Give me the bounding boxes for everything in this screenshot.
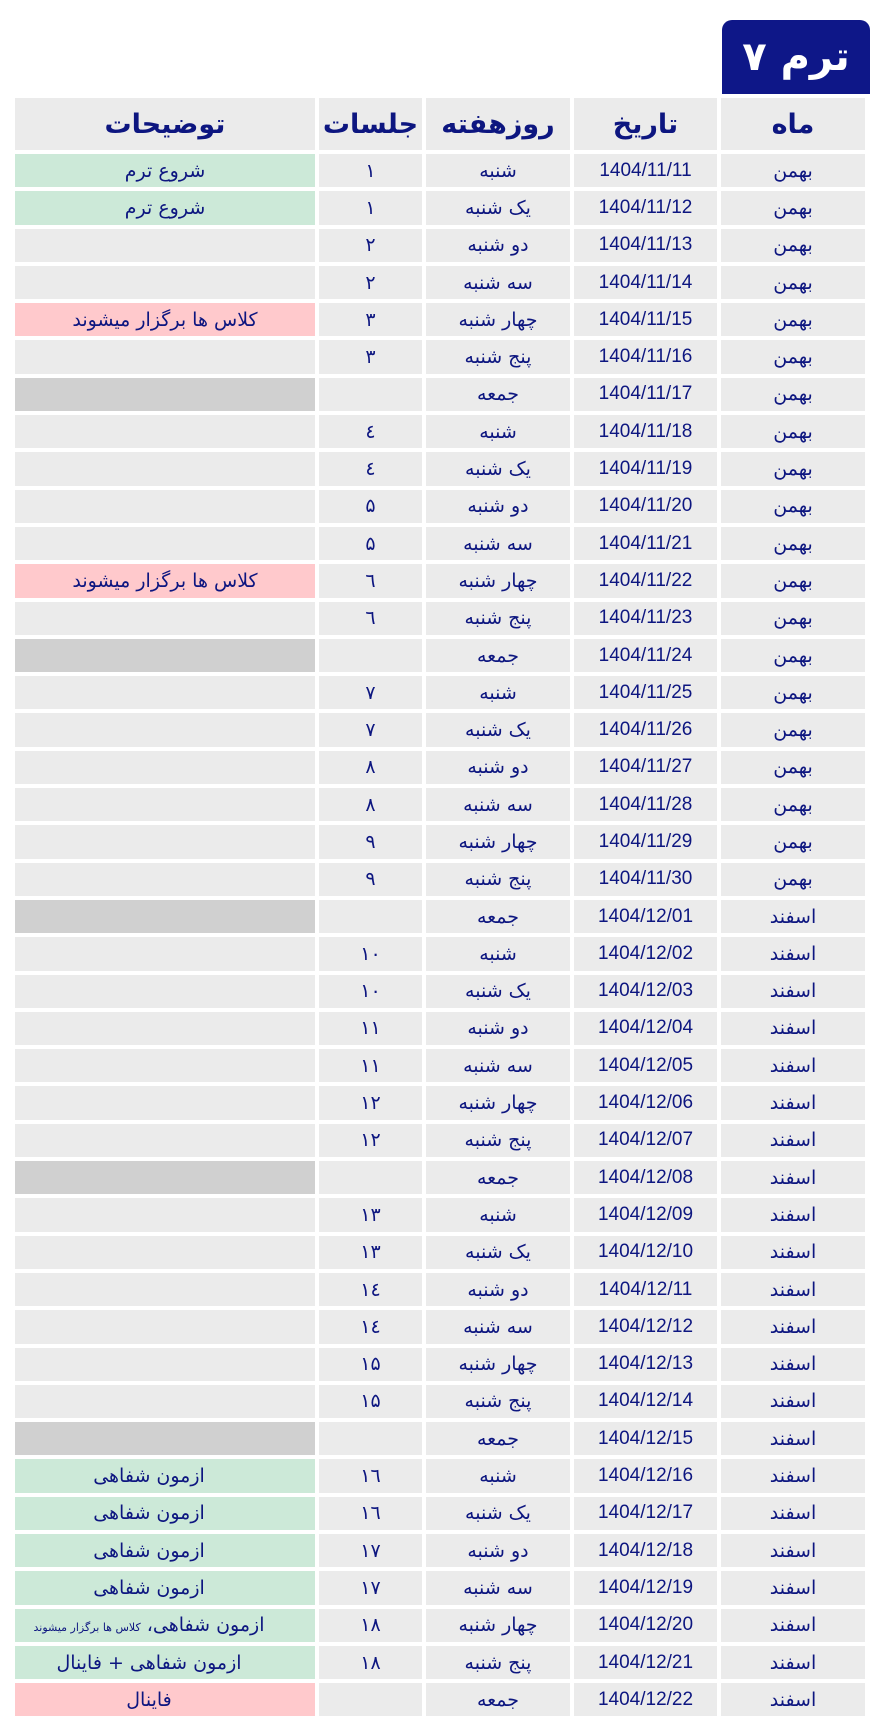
session-cell: ۳	[319, 303, 422, 336]
date-cell: 1404/11/12	[574, 191, 717, 224]
month-cell: بهمن	[721, 713, 865, 746]
weekday-cell: جمعه	[426, 1161, 570, 1194]
weekday-cell: دو شنبه	[426, 1012, 570, 1045]
weekday-cell: جمعه	[426, 378, 570, 411]
month-cell: اسفند	[721, 1348, 865, 1381]
session-cell: ٦	[319, 602, 422, 635]
weekday-cell: جمعه	[426, 639, 570, 672]
month-cell: اسفند	[721, 1646, 865, 1679]
schedule-body	[15, 154, 865, 1716]
date-cell: 1404/12/07	[574, 1124, 717, 1157]
note-text: شروع ترم	[124, 159, 206, 182]
date-cell: 1404/11/22	[574, 564, 717, 597]
weekday-cell: دو شنبه	[426, 1273, 570, 1306]
month-cell: اسفند	[721, 1571, 865, 1604]
date-cell: 1404/11/24	[574, 639, 717, 672]
table-row	[15, 676, 865, 709]
table-row	[15, 527, 865, 560]
note-cell	[15, 788, 315, 821]
note-cell	[15, 1310, 315, 1343]
note-cell	[15, 1198, 315, 1231]
note-cell	[15, 1161, 315, 1194]
session-cell: ۱۲	[319, 1086, 422, 1119]
note-cell	[15, 1124, 315, 1157]
date-cell: 1404/11/15	[574, 303, 717, 336]
month-cell: اسفند	[721, 1385, 865, 1418]
date-cell: 1404/11/20	[574, 490, 717, 523]
note-cell	[15, 1459, 315, 1492]
note-cell	[15, 1385, 315, 1418]
note-cell	[15, 1534, 315, 1567]
month-cell: بهمن	[721, 825, 865, 858]
table-row	[15, 415, 865, 448]
note-cell	[15, 229, 315, 262]
weekday-cell: شنبه	[426, 1459, 570, 1492]
table-row	[15, 639, 865, 672]
date-cell: 1404/12/15	[574, 1422, 717, 1455]
note-cell	[15, 900, 315, 933]
table-row	[15, 564, 865, 597]
session-cell: ۱۷	[319, 1534, 422, 1567]
date-cell: 1404/11/30	[574, 863, 717, 896]
table-row	[15, 490, 865, 523]
note-cell	[15, 1497, 315, 1530]
header-row	[15, 98, 865, 150]
session-cell: ۱۳	[319, 1198, 422, 1231]
weekday-cell: دو شنبه	[426, 1534, 570, 1567]
note-cell	[15, 490, 315, 523]
month-cell: اسفند	[721, 1236, 865, 1269]
weekday-cell: دو شنبه	[426, 490, 570, 523]
date-cell: 1404/12/19	[574, 1571, 717, 1604]
month-cell: اسفند	[721, 1049, 865, 1082]
month-cell: بهمن	[721, 303, 865, 336]
table-row	[15, 340, 865, 373]
note-text: فاینال	[126, 1688, 172, 1711]
table-row	[15, 1571, 865, 1604]
session-cell: ۷	[319, 676, 422, 709]
session-cell: ۱۵	[319, 1348, 422, 1381]
date-cell: 1404/11/19	[574, 452, 717, 485]
table-row	[15, 266, 865, 299]
month-cell: بهمن	[721, 527, 865, 560]
table-row	[15, 1497, 865, 1530]
date-cell: 1404/12/21	[574, 1646, 717, 1679]
weekday-cell: شنبه	[426, 154, 570, 187]
month-cell: اسفند	[721, 1012, 865, 1045]
note-cell	[15, 825, 315, 858]
date-cell: 1404/11/13	[574, 229, 717, 262]
session-cell: ۱	[319, 154, 422, 187]
session-cell: ۹	[319, 825, 422, 858]
weekday-cell: پنج شنبه	[426, 340, 570, 373]
note-extra-text: کلاس ها برگزار میشوند	[33, 1621, 141, 1635]
header-sessions: جلسات	[319, 98, 422, 150]
weekday-cell: یک شنبه	[426, 452, 570, 485]
session-cell	[319, 639, 422, 672]
table-row	[15, 1310, 865, 1343]
note-cell	[15, 975, 315, 1008]
date-cell: 1404/12/12	[574, 1310, 717, 1343]
weekday-cell: یک شنبه	[426, 191, 570, 224]
session-cell: ۱۰	[319, 975, 422, 1008]
table-row	[15, 1161, 865, 1194]
month-cell: بهمن	[721, 452, 865, 485]
month-cell: اسفند	[721, 975, 865, 1008]
date-cell: 1404/11/26	[574, 713, 717, 746]
date-cell: 1404/11/16	[574, 340, 717, 373]
note-text: ازمون شفاهی	[93, 1502, 205, 1525]
date-cell: 1404/12/08	[574, 1161, 717, 1194]
note-cell	[15, 1012, 315, 1045]
session-cell: ۲	[319, 229, 422, 262]
header-notes: توضیحات	[15, 98, 315, 150]
session-cell	[319, 900, 422, 933]
weekday-cell: دو شنبه	[426, 229, 570, 262]
weekday-cell: پنج شنبه	[426, 1124, 570, 1157]
note-cell	[15, 527, 315, 560]
session-cell: ۵	[319, 527, 422, 560]
note-cell	[15, 1273, 315, 1306]
month-cell: بهمن	[721, 229, 865, 262]
weekday-cell: چهار شنبه	[426, 825, 570, 858]
session-cell	[319, 378, 422, 411]
date-cell: 1404/11/21	[574, 527, 717, 560]
header-weekday: روزهفته	[426, 98, 570, 150]
month-cell: اسفند	[721, 1198, 865, 1231]
date-cell: 1404/12/03	[574, 975, 717, 1008]
session-cell: ۲	[319, 266, 422, 299]
month-cell: بهمن	[721, 154, 865, 187]
weekday-cell: پنج شنبه	[426, 602, 570, 635]
note-cell	[15, 340, 315, 373]
month-cell: اسفند	[721, 1086, 865, 1119]
note-cell	[15, 266, 315, 299]
session-cell: ۱۰	[319, 937, 422, 970]
session-cell: ۱٤	[319, 1273, 422, 1306]
table-row	[15, 863, 865, 896]
table-row	[15, 1422, 865, 1455]
note-cell	[15, 303, 315, 336]
date-cell: 1404/12/01	[574, 900, 717, 933]
date-cell: 1404/12/10	[574, 1236, 717, 1269]
note-cell	[15, 751, 315, 784]
month-cell: بهمن	[721, 751, 865, 784]
table-row	[15, 378, 865, 411]
month-cell: اسفند	[721, 937, 865, 970]
note-cell	[15, 602, 315, 635]
table-row	[15, 1049, 865, 1082]
month-cell: بهمن	[721, 191, 865, 224]
weekday-cell: پنج شنبه	[426, 1385, 570, 1418]
session-cell: ۱۳	[319, 1236, 422, 1269]
session-cell: ۸	[319, 788, 422, 821]
note-cell	[15, 1236, 315, 1269]
month-cell: اسفند	[721, 1534, 865, 1567]
weekday-cell: سه شنبه	[426, 1310, 570, 1343]
session-cell: ۱۲	[319, 1124, 422, 1157]
date-cell: 1404/11/23	[574, 602, 717, 635]
session-cell: ۱۱	[319, 1012, 422, 1045]
note-cell	[15, 1609, 315, 1642]
header-month: ماه	[721, 98, 865, 150]
session-cell: ۷	[319, 713, 422, 746]
month-cell: اسفند	[721, 1273, 865, 1306]
month-cell: بهمن	[721, 266, 865, 299]
table-row	[15, 1198, 865, 1231]
weekday-cell: پنج شنبه	[426, 1646, 570, 1679]
date-cell: 1404/12/09	[574, 1198, 717, 1231]
session-cell: ٤	[319, 415, 422, 448]
header-date: تاریخ	[574, 98, 717, 150]
note-text: شروع ترم	[124, 196, 206, 219]
date-cell: 1404/12/22	[574, 1683, 717, 1716]
note-text: کلاس ها برگزار میشوند	[72, 569, 258, 592]
session-cell: ٦	[319, 564, 422, 597]
weekday-cell: چهار شنبه	[426, 303, 570, 336]
note-cell	[15, 713, 315, 746]
session-cell: ۱۸	[319, 1609, 422, 1642]
weekday-cell: چهار شنبه	[426, 1609, 570, 1642]
table-row	[15, 825, 865, 858]
date-cell: 1404/11/17	[574, 378, 717, 411]
note-text: ازمون شفاهی	[93, 1539, 205, 1562]
weekday-cell: سه شنبه	[426, 788, 570, 821]
weekday-cell: شنبه	[426, 415, 570, 448]
month-cell: بهمن	[721, 676, 865, 709]
session-cell: ۱۷	[319, 1571, 422, 1604]
table-row	[15, 1459, 865, 1492]
note-cell	[15, 564, 315, 597]
note-cell	[15, 863, 315, 896]
session-cell: ۱۱	[319, 1049, 422, 1082]
weekday-cell: سه شنبه	[426, 1571, 570, 1604]
table-row	[15, 1012, 865, 1045]
table-row	[15, 1609, 865, 1642]
weekday-cell: پنج شنبه	[426, 863, 570, 896]
session-cell: ۱	[319, 191, 422, 224]
note-text: کلاس ها برگزار میشوند	[72, 308, 258, 331]
note-text: ازمون شفاهی،	[146, 1614, 265, 1637]
schedule-table	[11, 94, 869, 1720]
month-cell: اسفند	[721, 1161, 865, 1194]
table-row	[15, 602, 865, 635]
weekday-cell: شنبه	[426, 676, 570, 709]
note-cell	[15, 452, 315, 485]
note-cell	[15, 1422, 315, 1455]
table-row	[15, 713, 865, 746]
table-row	[15, 154, 865, 187]
weekday-cell: شنبه	[426, 937, 570, 970]
term-title-tab	[722, 20, 870, 94]
table-row	[15, 1086, 865, 1119]
session-cell: ۱٤	[319, 1310, 422, 1343]
session-cell: ۱۸	[319, 1646, 422, 1679]
month-cell: اسفند	[721, 1459, 865, 1492]
session-cell: ۹	[319, 863, 422, 896]
note-cell	[15, 1049, 315, 1082]
note-cell	[15, 1646, 315, 1679]
date-cell: 1404/12/18	[574, 1534, 717, 1567]
session-cell: ٤	[319, 452, 422, 485]
month-cell: اسفند	[721, 1609, 865, 1642]
table-row	[15, 229, 865, 262]
weekday-cell: سه شنبه	[426, 266, 570, 299]
month-cell: بهمن	[721, 564, 865, 597]
weekday-cell: جمعه	[426, 1422, 570, 1455]
weekday-cell: سه شنبه	[426, 1049, 570, 1082]
note-cell	[15, 191, 315, 224]
table-row	[15, 191, 865, 224]
weekday-cell: چهار شنبه	[426, 1086, 570, 1119]
note-cell	[15, 154, 315, 187]
table-row	[15, 1348, 865, 1381]
table-row	[15, 937, 865, 970]
date-cell: 1404/11/14	[574, 266, 717, 299]
table-row	[15, 900, 865, 933]
month-cell: بهمن	[721, 602, 865, 635]
date-cell: 1404/11/28	[574, 788, 717, 821]
date-cell: 1404/12/13	[574, 1348, 717, 1381]
month-cell: اسفند	[721, 1422, 865, 1455]
table-row	[15, 452, 865, 485]
weekday-cell: شنبه	[426, 1198, 570, 1231]
session-cell: ۳	[319, 340, 422, 373]
term-title: ترم ۷	[742, 34, 850, 80]
weekday-cell: جمعه	[426, 900, 570, 933]
session-cell	[319, 1683, 422, 1716]
session-cell: ۵	[319, 490, 422, 523]
note-cell	[15, 415, 315, 448]
month-cell: اسفند	[721, 900, 865, 933]
note-cell	[15, 1086, 315, 1119]
note-cell	[15, 1683, 315, 1716]
table-row	[15, 751, 865, 784]
note-cell	[15, 1348, 315, 1381]
month-cell: اسفند	[721, 1497, 865, 1530]
weekday-cell: یک شنبه	[426, 1497, 570, 1530]
table-row	[15, 1385, 865, 1418]
note-cell	[15, 639, 315, 672]
date-cell: 1404/12/06	[574, 1086, 717, 1119]
date-cell: 1404/12/02	[574, 937, 717, 970]
date-cell: 1404/12/20	[574, 1609, 717, 1642]
weekday-cell: چهار شنبه	[426, 1348, 570, 1381]
weekday-cell: یک شنبه	[426, 1236, 570, 1269]
date-cell: 1404/12/17	[574, 1497, 717, 1530]
note-text: ازمون شفاهی	[93, 1465, 205, 1488]
note-text: ازمون شفاهی + فاینال	[56, 1651, 242, 1674]
session-cell: ۱٦	[319, 1459, 422, 1492]
month-cell: بهمن	[721, 863, 865, 896]
date-cell: 1404/11/18	[574, 415, 717, 448]
month-cell: اسفند	[721, 1124, 865, 1157]
table-row	[15, 303, 865, 336]
session-cell: ۱۵	[319, 1385, 422, 1418]
table-row	[15, 1683, 865, 1716]
date-cell: 1404/12/05	[574, 1049, 717, 1082]
month-cell: بهمن	[721, 639, 865, 672]
month-cell: اسفند	[721, 1683, 865, 1716]
month-cell: بهمن	[721, 788, 865, 821]
weekday-cell: سه شنبه	[426, 527, 570, 560]
table-row	[15, 1534, 865, 1567]
month-cell: بهمن	[721, 415, 865, 448]
table-row	[15, 1273, 865, 1306]
date-cell: 1404/11/27	[574, 751, 717, 784]
table-row	[15, 1236, 865, 1269]
date-cell: 1404/12/14	[574, 1385, 717, 1418]
note-text: ازمون شفاهی	[93, 1576, 205, 1599]
note-cell	[15, 1571, 315, 1604]
session-cell: ۱٦	[319, 1497, 422, 1530]
note-cell	[15, 378, 315, 411]
month-cell: اسفند	[721, 1310, 865, 1343]
date-cell: 1404/11/11	[574, 154, 717, 187]
weekday-cell: یک شنبه	[426, 975, 570, 1008]
weekday-cell: جمعه	[426, 1683, 570, 1716]
weekday-cell: دو شنبه	[426, 751, 570, 784]
session-cell: ۸	[319, 751, 422, 784]
table-row	[15, 1124, 865, 1157]
weekday-cell: یک شنبه	[426, 713, 570, 746]
month-cell: بهمن	[721, 340, 865, 373]
session-cell	[319, 1422, 422, 1455]
note-cell	[15, 937, 315, 970]
note-cell	[15, 676, 315, 709]
table-row	[15, 788, 865, 821]
date-cell: 1404/12/11	[574, 1273, 717, 1306]
table-row	[15, 1646, 865, 1679]
weekday-cell: چهار شنبه	[426, 564, 570, 597]
date-cell: 1404/11/29	[574, 825, 717, 858]
date-cell: 1404/12/04	[574, 1012, 717, 1045]
date-cell: 1404/12/16	[574, 1459, 717, 1492]
month-cell: بهمن	[721, 378, 865, 411]
table-row	[15, 975, 865, 1008]
month-cell: بهمن	[721, 490, 865, 523]
session-cell	[319, 1161, 422, 1194]
date-cell: 1404/11/25	[574, 676, 717, 709]
